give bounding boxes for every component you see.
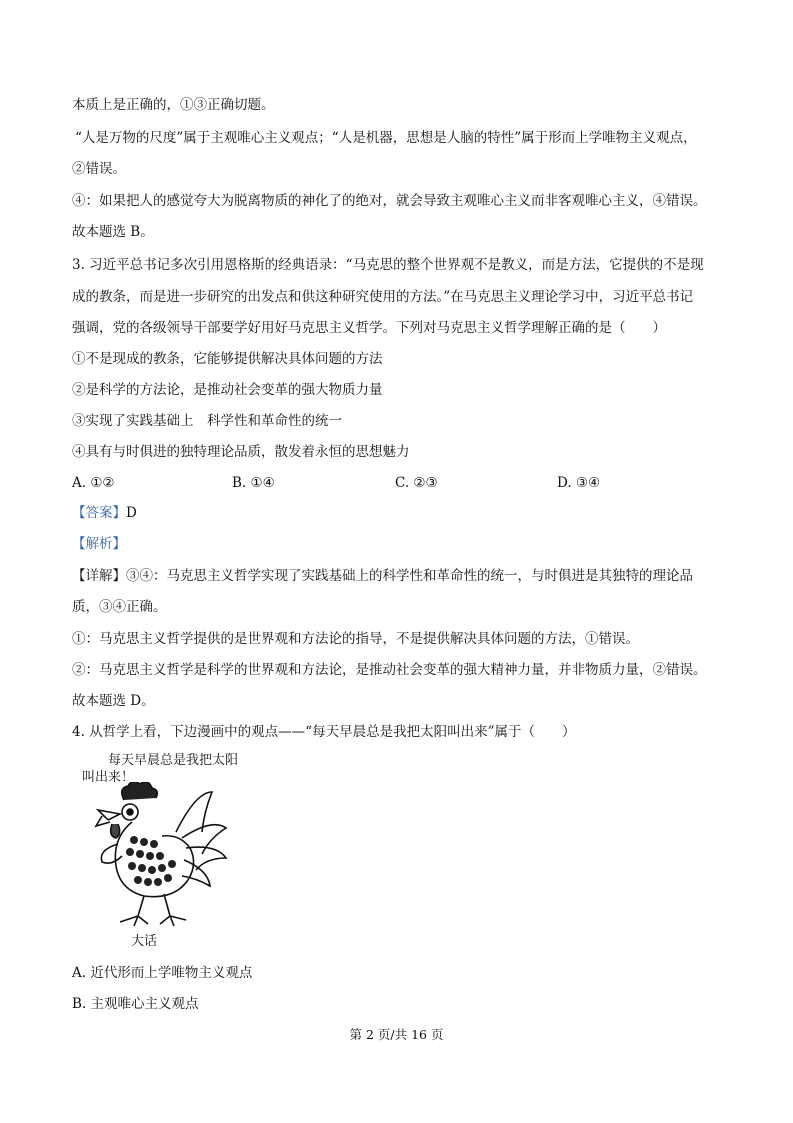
q3-detail-text-1: ③④：马克思主义哲学实现了实践基础上的科学性和革命性的统一，与时俱进是其独特的理论品 (126, 568, 693, 584)
q3-option-a: A. ①② (72, 475, 115, 491)
cartoon-speech-line-2: 叫出来！ (82, 770, 135, 785)
answer-value: D (126, 505, 137, 521)
q3-item-1: ①不是现成的教条，它能够提供解决具体问题的方法 (72, 351, 383, 367)
rooster-cartoon-image (72, 782, 242, 932)
prev-analysis-line-4: ④：如果把人的感觉夸大为脱离物质的神化了的绝对，就会导致主观唯心主义而非客观唯心主义，④错误。 (72, 193, 707, 209)
q3-option-b: B. ①④ (232, 475, 275, 491)
q3-stem-line-1: 3. 习近平总书记多次引用恩格斯的经典语录：“马克思的整个世界观不是教义，而是方法，它提供的不是现 (72, 257, 704, 273)
prev-analysis-conclusion: 故本题选 B。 (72, 224, 154, 240)
q3-option-d: D. ③④ (557, 475, 601, 491)
q3-item-2: ②是科学的方法论，是推动社会变革的强大物质力量 (72, 382, 383, 398)
page-number: 第 2 页/共 16 页 (349, 1027, 444, 1042)
q3-conclusion: 故本题选 D。 (72, 693, 155, 709)
q3-detail-line-2: 质，③④正确。 (72, 599, 167, 615)
q4-option-a: A. 近代形而上学唯物主义观点 (72, 965, 253, 981)
prev-analysis-line-3: ②错误。 (72, 161, 126, 177)
q3-stem-line-3: 强调，党的各级领导干部要学好用好马克思主义哲学。下列对马克思主义哲学理解正确的是（ ） (72, 320, 666, 336)
cartoon-caption: 大话 (131, 934, 158, 949)
q3-detail-line-4: ②：马克思主义哲学是科学的世界观和方法论，是推动社会变革的强大精神力量，并非物质力量，②错误。 (72, 662, 707, 678)
q4-option-b: B. 主观唯心主义观点 (72, 996, 199, 1012)
q4-stem: 4. 从哲学上看，下边漫画中的观点——“每天早晨总是我把太阳叫出来”属于（ ） (72, 724, 576, 740)
answer-tag: 【答案】 (72, 505, 126, 521)
analysis-tag: 【解析】 (72, 536, 126, 552)
q3-stem-line-2: 成的教条，而是进一步研究的出发点和供这种研究使用的方法。”在马克思主义理论学习中，习近平总书记 (72, 289, 694, 305)
q3-detail-line-3: ①：马克思主义哲学提供的是世界观和方法论的指导，不是提供解决具体问题的方法，①错误。 (72, 631, 639, 647)
q3-option-c: C. ②③ (395, 475, 438, 491)
detail-tag: 【详解】 (72, 568, 126, 584)
prev-analysis-line-1: 本质上是正确的，①③正确切题。 (72, 97, 275, 113)
q3-item-3: ③实现了实践基础上 科学性和革命性的统一 (72, 413, 342, 429)
prev-analysis-line-2: “人是万物的尺度”属于主观唯心主义观点；“人是机器，思想是人脑的特性”属于形而上学唯物主义观点， (75, 130, 697, 146)
cartoon-speech-line-1: 每天早晨总是我把太阳 (108, 753, 239, 768)
q3-detail-line-1 (72, 567, 693, 585)
q3-item-4: ④具有与时俱进的独特理论品质，散发着永恒的思想魅力 (72, 444, 410, 460)
q3-answer (72, 504, 137, 522)
